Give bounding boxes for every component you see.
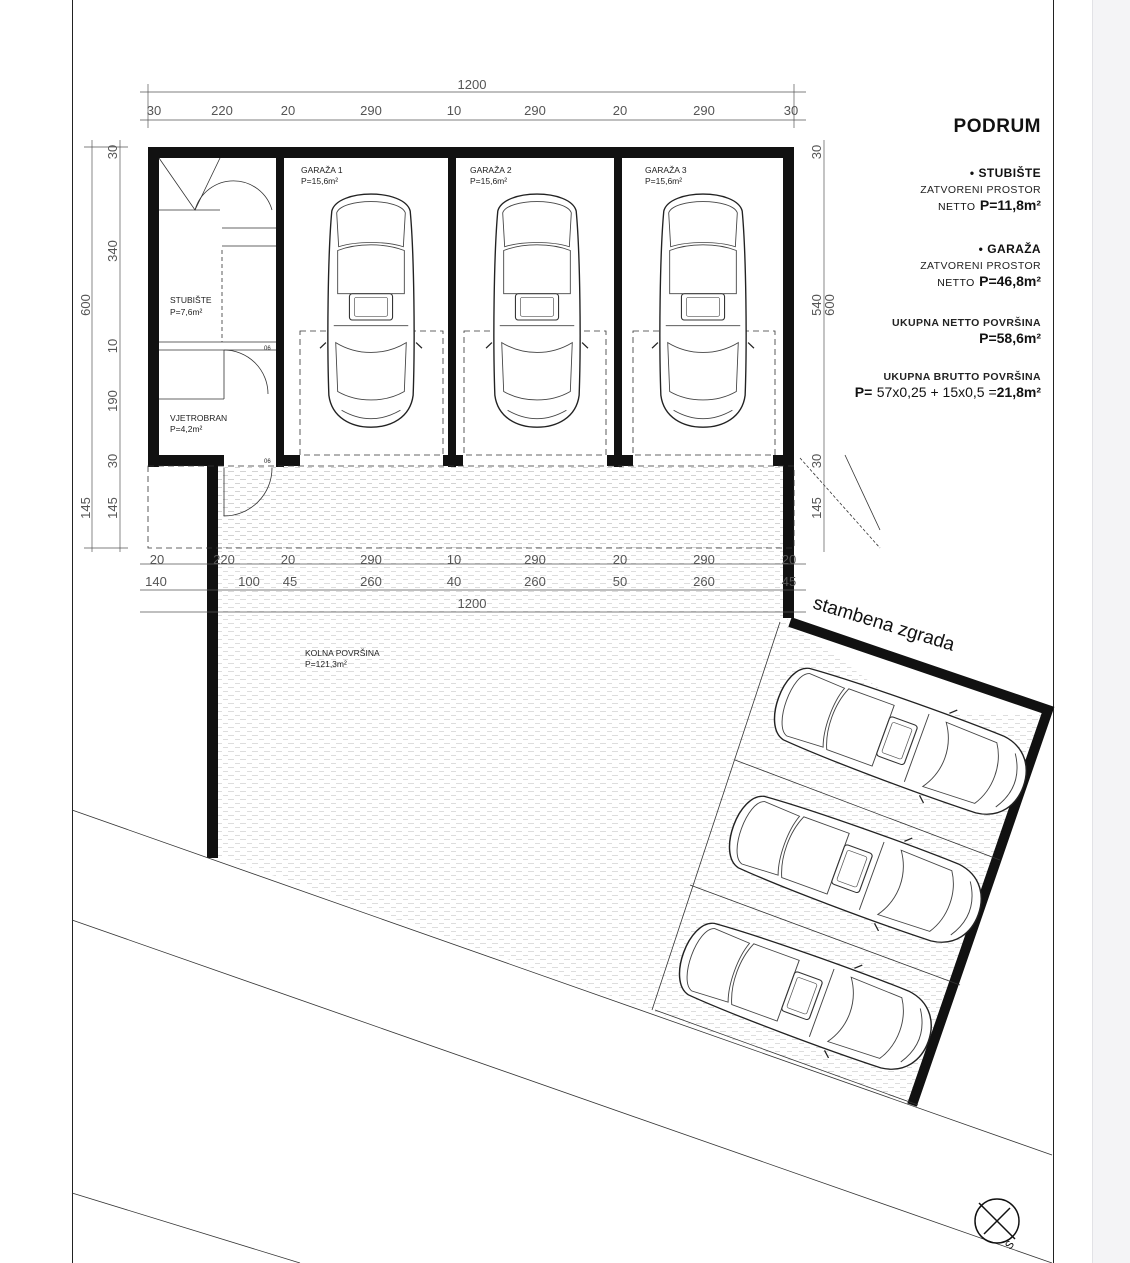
dim-bottom-segment: 290 xyxy=(693,552,715,567)
dim-left-outer: 600 xyxy=(78,294,93,316)
dim-bottom-segment: 20 xyxy=(781,552,797,567)
garage-1-label: GARAŽA 1 xyxy=(301,165,343,175)
legend-brutto-prefix: P= xyxy=(854,384,873,400)
dim-left-segment: 340 xyxy=(105,240,120,262)
legend-stubiste: • STUBIŠTE ZATVORENI PROSTOR NETTO P=11,8m² xyxy=(920,166,1041,213)
stairs-label: STUBIŠTE xyxy=(170,295,212,305)
dim-top-segment: 290 xyxy=(693,103,715,118)
legend-garaza-value: P=46,8m² xyxy=(979,273,1041,289)
dim-top-segment: 10 xyxy=(446,103,462,118)
legend-garaza-netto: NETTO xyxy=(937,277,975,289)
dim-top-segment: 290 xyxy=(524,103,546,118)
dim-bottom-segment: 290 xyxy=(524,552,546,567)
dim-right-segment: 30 xyxy=(809,453,824,469)
dim-bottom-segment: 220 xyxy=(213,552,235,567)
dim-bottom-segment: 45 xyxy=(781,574,797,589)
car-garage-1 xyxy=(320,194,422,427)
legend-total-netto-label: UKUPNA NETTO POVRŠINA xyxy=(892,317,1041,329)
dim-right-segment: 145 xyxy=(809,497,824,519)
legend-brutto-result: 21,8m² xyxy=(996,384,1041,400)
dim-bottom-segment: 40 xyxy=(446,574,462,589)
legend-stubiste-value: P=11,8m² xyxy=(979,197,1041,213)
car-garage-2 xyxy=(486,194,588,427)
dim-top-segment: 30 xyxy=(146,103,162,118)
door-tag: 06 xyxy=(264,346,271,352)
north-arrow-icon xyxy=(975,1199,1019,1243)
windbreak-label: VJETROBRAN xyxy=(170,413,228,423)
dim-top-segment: 30 xyxy=(783,103,799,118)
dim-bottom-segment: 20 xyxy=(612,552,628,567)
dim-bottom-segment: 20 xyxy=(280,552,296,567)
legend-stubiste-netto: NETTO xyxy=(938,201,976,213)
legend-garaza: • GARAŽA ZATVORENI PROSTOR NETTO P=46,8m² xyxy=(920,242,1041,289)
driveway-label: KOLNA POVRŠINA xyxy=(305,648,380,658)
dim-right-outer: 600 xyxy=(822,294,837,316)
dim-left-segment: 190 xyxy=(105,390,120,412)
dim-bottom-segment: 100 xyxy=(238,574,260,589)
dim-bottom-segment: 260 xyxy=(693,574,715,589)
windbreak-area: P=4,2m² xyxy=(170,424,203,434)
dim-left-segment: 10 xyxy=(105,338,120,354)
garage-1-area: P=15,6m² xyxy=(301,176,339,186)
dim-bottom-segment: 45 xyxy=(282,574,298,589)
legend-stubiste-space: ZATVORENI PROSTOR xyxy=(920,184,1041,196)
garage-3-label: GARAŽA 3 xyxy=(645,165,687,175)
dim-right-segment: 30 xyxy=(809,144,824,160)
dim-top-total: 1200 xyxy=(457,77,487,92)
legend-stubiste-name: STUBIŠTE xyxy=(978,166,1041,180)
dim-left-segment: 30 xyxy=(105,144,120,160)
dim-left-segment: 145 xyxy=(105,497,120,519)
legend-garaza-space: ZATVORENI PROSTOR xyxy=(920,260,1041,272)
dim-left-segment: 30 xyxy=(105,453,120,469)
legend-total-brutto xyxy=(855,371,1041,402)
legend-total-netto-value: P=58,6m² xyxy=(979,330,1041,346)
garage-2-area: P=15,6m² xyxy=(470,176,508,186)
legend-total-brutto-label: UKUPNA BRUTTO POVRŠINA xyxy=(883,371,1041,383)
dim-bottom-total: 1200 xyxy=(457,596,487,611)
dim-bottom-segment: 140 xyxy=(145,574,167,589)
door-tag: 06 xyxy=(264,459,271,465)
dim-top-segment: 20 xyxy=(280,103,296,118)
dim-right-segment: 540 xyxy=(809,294,824,316)
stairs-area: P=7,6m² xyxy=(170,307,203,317)
dim-left-outer-bottom: 145 xyxy=(78,497,93,519)
legend-total-netto xyxy=(892,317,1041,346)
dim-bottom-segment: 10 xyxy=(446,552,462,567)
dim-bottom-segment: 50 xyxy=(612,574,628,589)
legend-brutto-formula: 57x0,25 + 15x0,5 = xyxy=(876,384,997,400)
garage-2-label: GARAŽA 2 xyxy=(470,165,512,175)
dim-bottom-segment: 260 xyxy=(360,574,382,589)
dim-top-segment: 20 xyxy=(612,103,628,118)
dim-top-segment: 220 xyxy=(211,103,233,118)
dim-bottom-segment: 20 xyxy=(149,552,165,567)
sheet-title: PODRUM xyxy=(953,116,1041,137)
compass-label: S xyxy=(1003,1238,1018,1252)
car-garage-3 xyxy=(652,194,754,427)
dim-bottom-segment: 260 xyxy=(524,574,546,589)
driveway-area: P=121,3m² xyxy=(305,659,347,669)
neighbor-building-label: stambena zgrada xyxy=(810,592,958,656)
dim-top-segment: 290 xyxy=(360,103,382,118)
dim-bottom-segment: 290 xyxy=(360,552,382,567)
garage-3-area: P=15,6m² xyxy=(645,176,683,186)
legend-garaza-name: GARAŽA xyxy=(987,242,1041,256)
